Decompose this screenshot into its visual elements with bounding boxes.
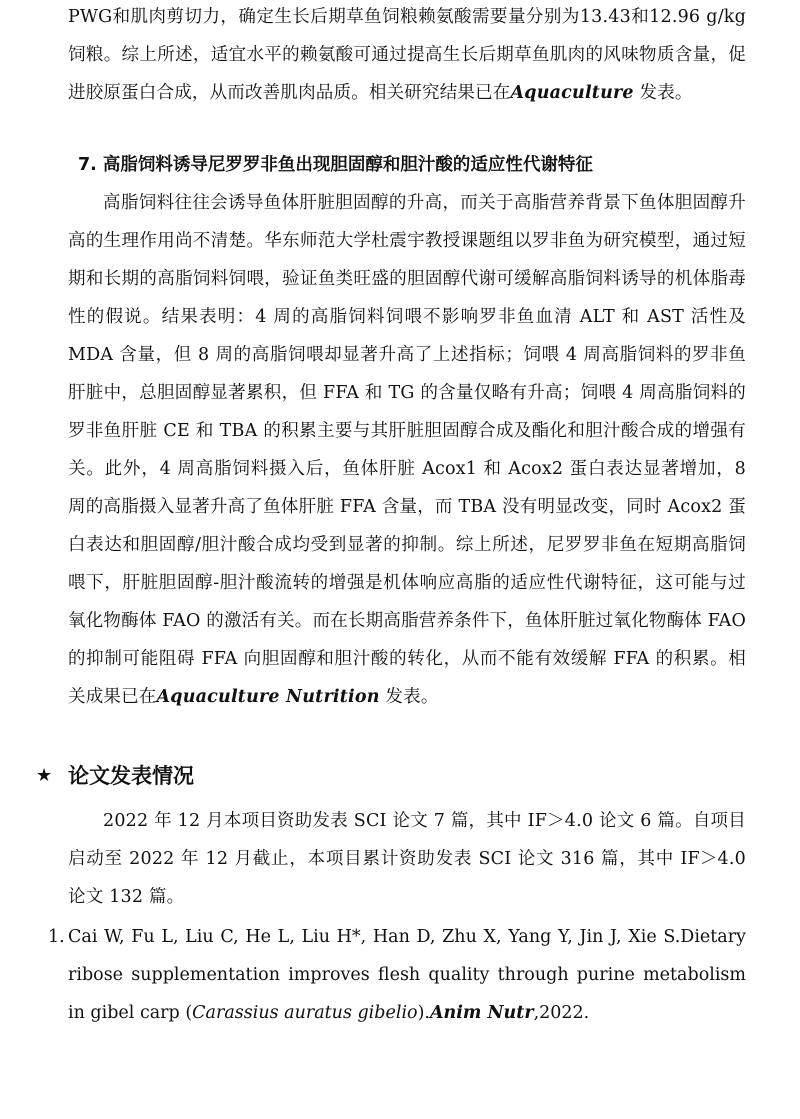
section-7-tail: 发表。 [379,687,439,707]
document-page [36,0,746,1032]
reference-item [48,918,746,1032]
publications-heading [36,756,746,796]
intro-tail: 发表。 [633,83,693,103]
journal-name: Aquaculture Nutrition [156,687,380,707]
reference-authors: Cai W, Fu L, Liu C, He L, Liu H*, Han D, Zhu X, Yang Y, Jin J, Xie S.Dietary ribose supplementation improves flesh quality through purine metabolism in gibel carp ( [68,927,746,1023]
reference-journal: Anim Nutr [429,1003,534,1023]
star-icon: ★ [36,765,53,786]
reference-species: Carassius auratus gibelio [192,1003,418,1023]
intro-text: PWG和肌肉剪切力，确定生长后期草鱼饲粮赖氨酸需要量分别为13.43和12.96 g/kg 饲粮。综上所述，适宜水平的赖氨酸可通过提高生长后期草鱼肌肉的风味物质含量，促进胶原蛋白合成，从而改善肌肉品质。相关研究结果已在 [68,7,746,103]
section-7-title: 7. 高脂饲料诱导尼罗罗非鱼出现胆固醇和胆汁酸的适应性代谢特征 [78,155,593,175]
publications-heading-text: 论文发表情况 [68,764,194,788]
publications-summary: 2022 年 12 月本项目资助发表 SCI 论文 7 篇，其中 IF＞4.0 论文 6 篇。自项目启动至 2022 年 12 月截止，本项目累计资助发表 SCI 论文 316 篇，其中 IF＞4.0 论文 132 篇。 [68,811,746,907]
reference-number: 1. [48,927,65,947]
section-7-text: 高脂饲料往往会诱导鱼体肝脏胆固醇的升高，而关于高脂营养背景下鱼体胆固醇升高的生理作用尚不清楚。华东师范大学杜震宇教授课题组以罗非鱼为研究模型，通过短期和长期的高脂饲料饲喂，验证鱼类旺盛的胆固醇代谢可缓解高脂饲料诱导的机体脂毒性的假说。结果表明：4 周的高脂饲料饲喂不影响罗非鱼血清 ALT 和 AST 活性及 MDA 含量，但 8 周的高脂饲喂却显著升高了上述指标；饲喂 4 周高脂饲料的罗非鱼肝脏中，总胆固醇显著累积，但 FFA 和 TG 的含量仅略有升高；饲喂 4 周高脂饲料的罗非鱼肝脏 CE 和 TBA 的积累主要与其肝脏胆固醇合成及酯化和胆汁酸合成的增强有关。此外，4 周高脂饲料摄入后，鱼体肝脏 Acox1 和 Acox2 蛋白表达显著增加，8 周的高脂摄入显著升高了鱼体肝脏 FFA 含量，而 TBA 没有明显改变，同时 Acox2 蛋白表达和胆固醇/胆汁酸合成均受到显著的抑制。综上所述，尼罗罗非鱼在短期高脂饲喂下，肝脏胆固醇-胆汁酸流转的增强是机体响应高脂的适应性代谢特征，这可能与过氧化物酶体 FAO 的激活有关。而在长期高脂营养条件下，鱼体肝脏过氧化物酶体 FAO 的抑制可能阻碍 FFA 向胆固醇和胆汁酸的转化，从而不能有效缓解 FFA 的积累。相关成果已在 [68,193,746,707]
reference-mid: ). [417,1003,430,1023]
journal-name: Aquaculture [510,83,634,103]
intro-paragraph [68,0,746,112]
section-7-body [68,184,746,716]
reference-list [48,918,746,1032]
reference-year: ,2022. [533,1003,590,1023]
